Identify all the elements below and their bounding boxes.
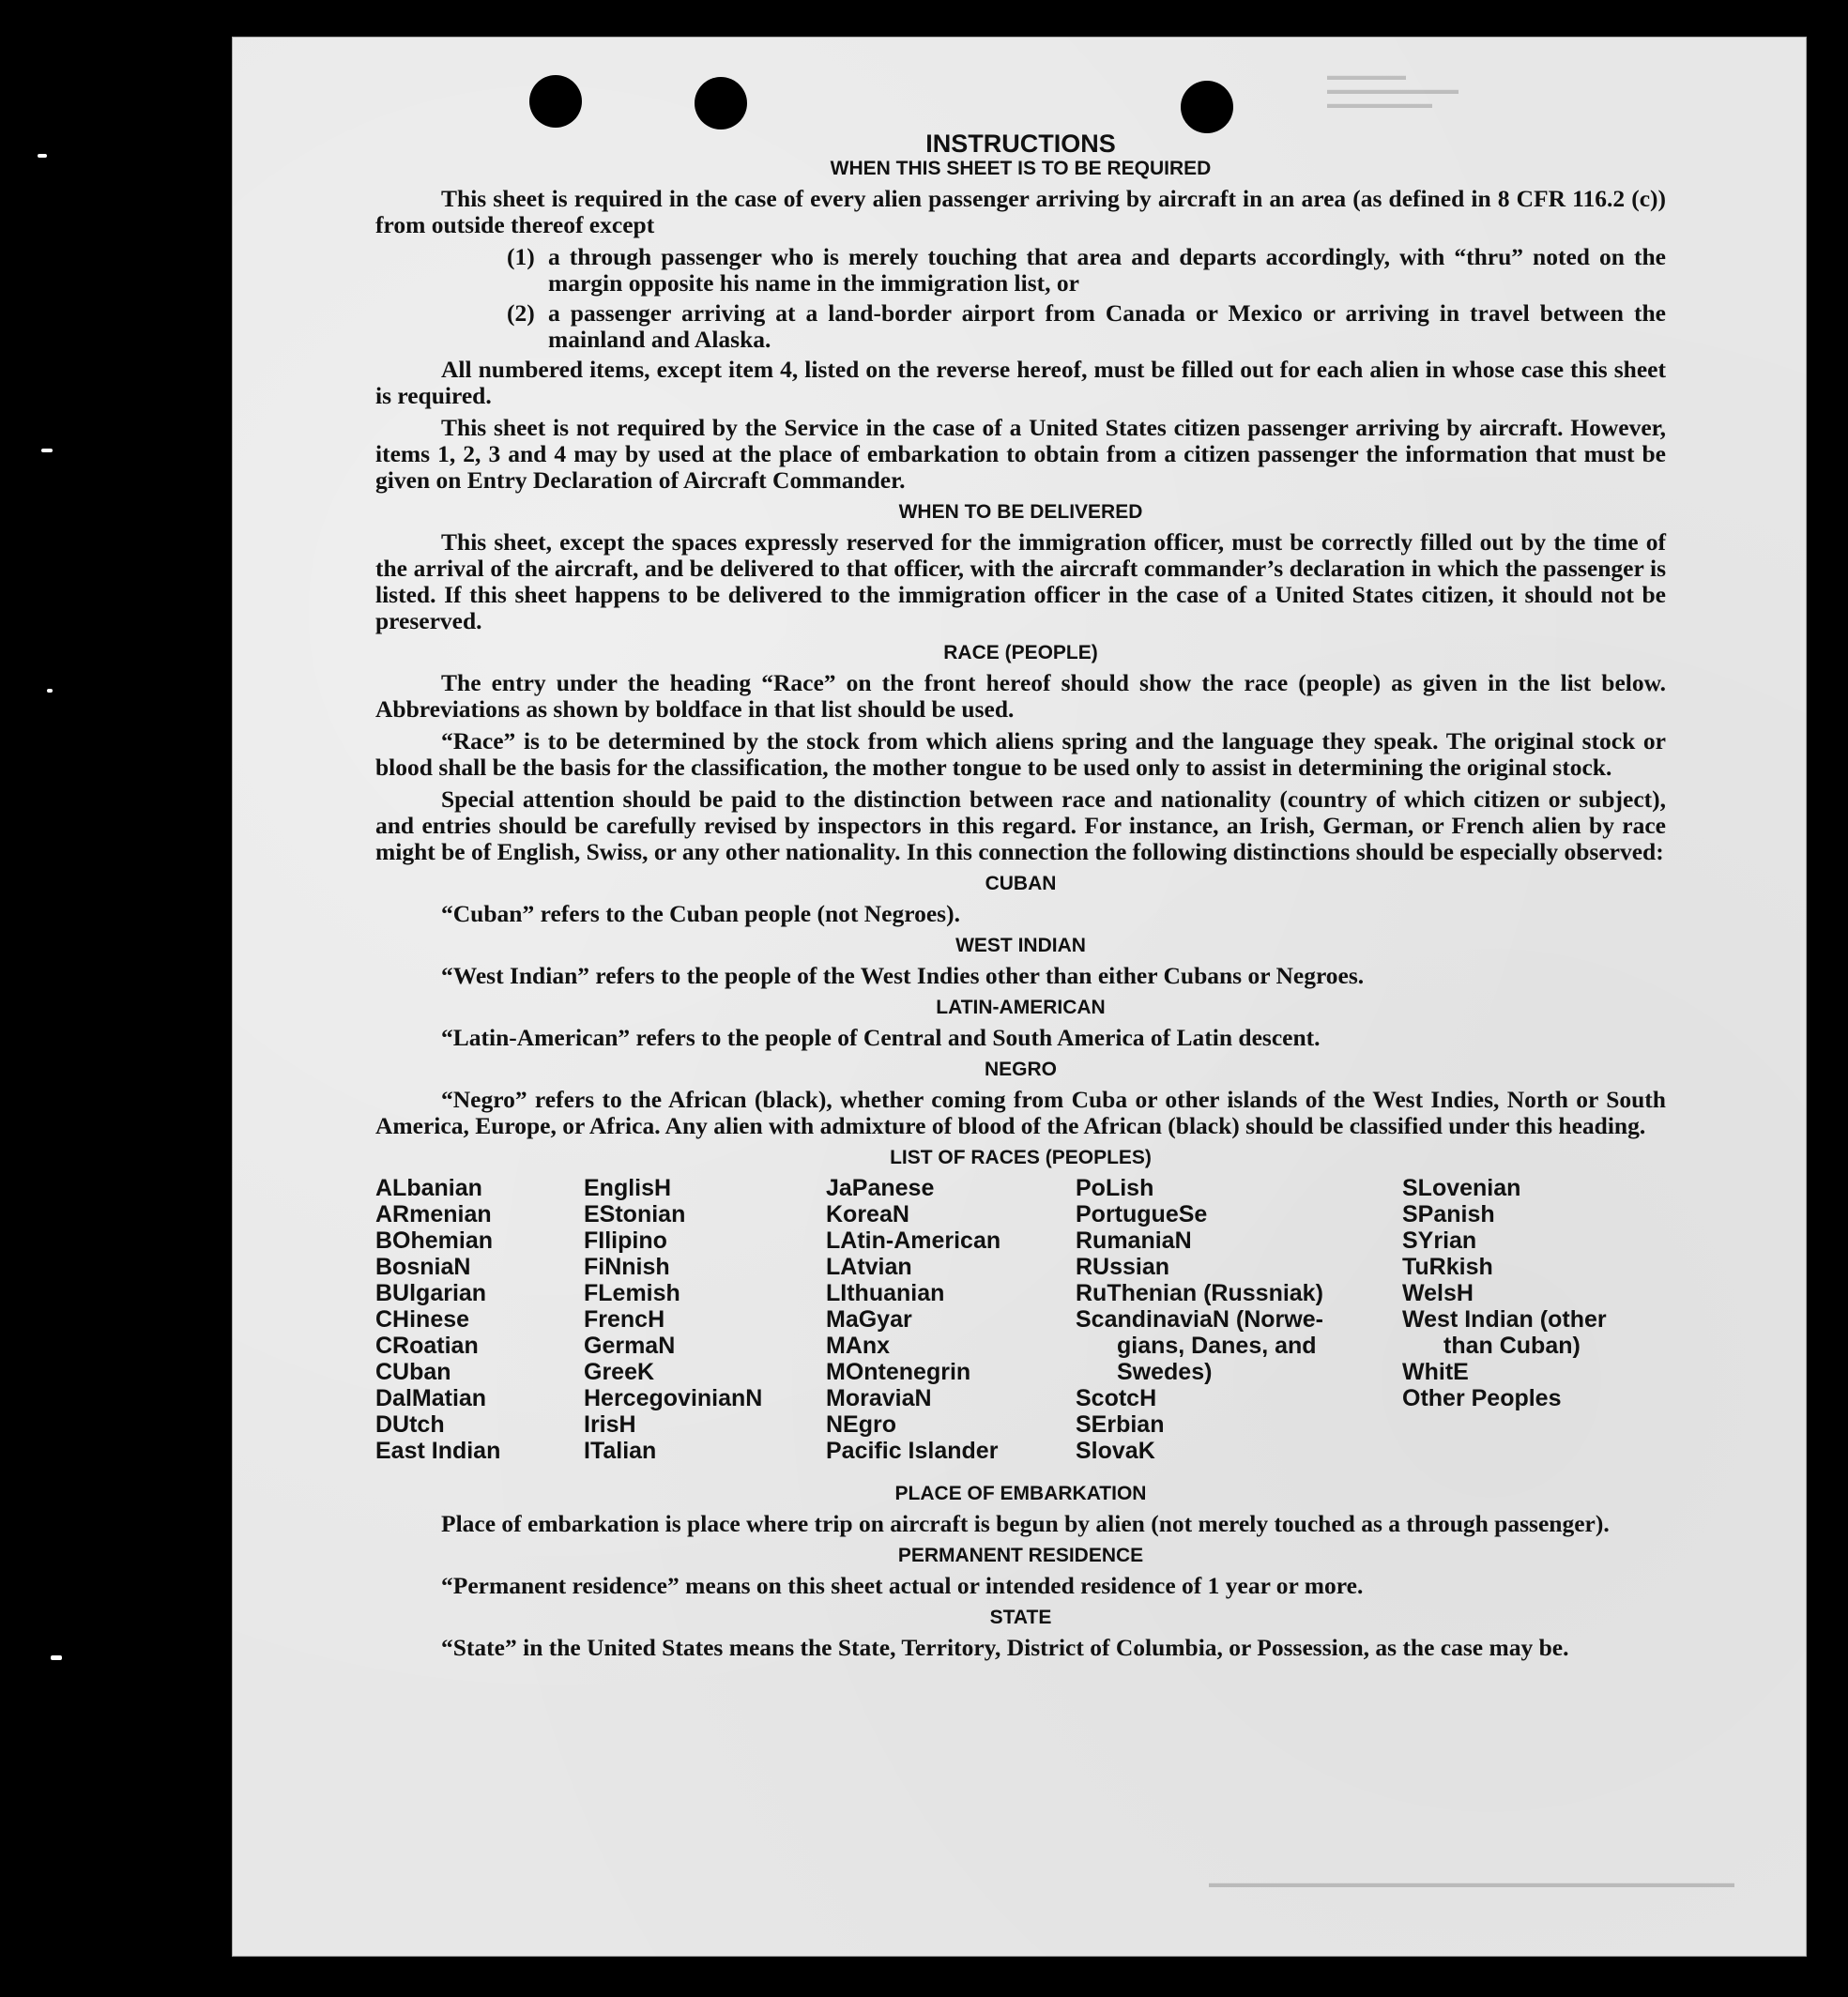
race-entry: SErbian xyxy=(1076,1411,1165,1438)
section-heading-state: STATE xyxy=(989,1607,1052,1628)
race-entry: RuThenian (Russniak) xyxy=(1076,1280,1323,1306)
race-entry: PoLish xyxy=(1076,1175,1154,1201)
race-column-2 xyxy=(584,1175,762,1464)
race-entry: Other Peoples xyxy=(1402,1385,1562,1411)
instructions-body xyxy=(375,130,1666,1667)
race-entry: FIlipino xyxy=(584,1227,667,1254)
race-entry: RumaniaN xyxy=(1076,1227,1192,1254)
race-column-1 xyxy=(375,1175,500,1464)
race-entry: CRoatian xyxy=(375,1333,479,1359)
exception-item xyxy=(375,300,1666,353)
race-column-3 xyxy=(826,1175,1000,1464)
list-of-races-heading: LIST OF RACES (PEOPLES) xyxy=(890,1147,1152,1168)
race-entry: EnglisH xyxy=(584,1175,672,1201)
margin-speck xyxy=(38,154,47,158)
bleed-through-footer: ▬▬▬▬▬▬▬▬▬▬▬▬▬▬▬▬▬▬▬▬▬▬▬▬▬▬▬▬▬▬▬▬▬▬▬▬▬▬▬▬ xyxy=(1209,1877,1734,1891)
race-entry: SPanish xyxy=(1402,1201,1495,1227)
race-entry: East Indian xyxy=(375,1438,501,1464)
residence-definition: “Permanent residence” means on this sheet actual or intended residence of 1 year or more. xyxy=(441,1572,1364,1599)
race-entry: ITalian xyxy=(584,1438,657,1464)
negro-definition: “Negro” refers to the African (black), whether coming from Cuba or other islands of the West Indies, North or South America, Europe, or Africa. Any alien with admixture of blood of the African (black) should be classified under this heading. xyxy=(375,1086,1666,1139)
exception-text: a passenger arriving at a land-border airport from Canada or Mexico or arriving in travel between the mainland and Alaska. xyxy=(548,299,1666,353)
race-entry: ALbanian xyxy=(375,1175,482,1201)
race-entry: WelsH xyxy=(1402,1280,1474,1306)
not-required-paragraph: This sheet is not required by the Service in the case of a United States citizen passenger arriving by aircraft. However, items 1, 2, 3 and 4 may by used at the place of embarkation to obtain from a citizen passenger the information that must be given on Entry Declaration of Aircraft Commander. xyxy=(375,414,1666,494)
race-paragraph-2: “Race” is to be determined by the stock from which aliens spring and the language they speak. The original stock or blood shall be the basis for the classification, the mother tongue to be used only to assist in determining the original stock. xyxy=(375,727,1666,781)
punch-hole xyxy=(1181,81,1233,133)
race-entry: ARmenian xyxy=(375,1201,492,1227)
numbered-items-paragraph: All numbered items, except item 4, listed on the reverse hereof, must be filled out for each alien in whose case this sheet is required. xyxy=(375,356,1666,409)
race-list xyxy=(375,1175,1666,1475)
race-entry: SYrian xyxy=(1402,1227,1477,1254)
race-entry: CHinese xyxy=(375,1306,470,1333)
race-entry: DalMatian xyxy=(375,1385,487,1411)
embarkation-definition: Place of embarkation is place where trip on aircraft is begun by alien (not merely touched as a through passenger). xyxy=(441,1510,1610,1537)
race-entry: ScotcH xyxy=(1076,1385,1157,1411)
race-entry: SlovaK xyxy=(1076,1438,1155,1464)
race-entry: JaPanese xyxy=(826,1175,935,1201)
race-entry-continuation: than Cuban) xyxy=(1443,1333,1581,1359)
section-heading-race: RACE (PEOPLE) xyxy=(943,642,1098,663)
west-indian-definition: “West Indian” refers to the people of the West Indies other than either Cubans or Negroes. xyxy=(441,962,1365,989)
punch-hole xyxy=(695,77,747,130)
punch-hole xyxy=(529,75,582,128)
race-entry: CUban xyxy=(375,1359,451,1385)
race-entry: LAtvian xyxy=(826,1254,912,1280)
race-entry: WhitE xyxy=(1402,1359,1469,1385)
race-entry: MaGyar xyxy=(826,1306,912,1333)
race-column-5 xyxy=(1402,1175,1607,1411)
race-entry: ScandinaviaN (Norwe- xyxy=(1076,1306,1323,1333)
subheading-latin-american: LATIN-AMERICAN xyxy=(936,997,1106,1018)
subheading-west-indian: WEST INDIAN xyxy=(955,935,1086,956)
race-entry: LAtin-American xyxy=(826,1227,1001,1254)
margin-speck xyxy=(47,689,53,693)
race-paragraph-1: The entry under the heading “Race” on the front hereof should show the race (people) as given in the list below. Abbreviations as shown by boldface in that list should be used. xyxy=(375,669,1666,723)
race-entry: RUssian xyxy=(1076,1254,1170,1280)
race-paragraph-3: Special attention should be paid to the distinction between race and nationality (country of which citizen or subject), and entries should be carefully revised by inspectors in this regard. For instance, an Irish, German, or French alien by race might be of English, Swiss, or any other nationality. In this connection the following distinctions should be especially observed: xyxy=(375,785,1666,865)
race-entry: NEgro xyxy=(826,1411,896,1438)
race-entry: DUtch xyxy=(375,1411,445,1438)
race-column-4 xyxy=(1076,1175,1323,1464)
required-paragraph: This sheet is required in the case of every alien passenger arriving by aircraft in an area (as defined in 8 CFR 116.2 (c)) from outside thereof except xyxy=(375,185,1666,238)
race-entry: EStonian xyxy=(584,1201,686,1227)
exception-item xyxy=(375,244,1666,297)
race-entry: MAnx xyxy=(826,1333,891,1359)
race-entry: BosniaN xyxy=(375,1254,471,1280)
race-entry: SLovenian xyxy=(1402,1175,1521,1201)
race-entry: KoreaN xyxy=(826,1201,909,1227)
state-definition: “State” in the United States means the State, Territory, District of Columbia, or Possession, as the case may be. xyxy=(441,1634,1569,1661)
page-title: INSTRUCTIONS xyxy=(925,130,1116,158)
subheading-cuban: CUBAN xyxy=(985,873,1057,894)
bleed-through-header: ▬▬▬▬▬▬ ▬▬▬▬▬▬▬▬▬▬ ▬▬▬▬▬▬▬▬ xyxy=(1327,69,1459,112)
race-entry: FiNnish xyxy=(584,1254,670,1280)
race-entry: FrencH xyxy=(584,1306,665,1333)
race-entry: West Indian (other xyxy=(1402,1306,1607,1333)
race-entry: GreeK xyxy=(584,1359,655,1385)
margin-speck xyxy=(41,449,53,452)
latin-american-definition: “Latin-American” refers to the people of Central and South America of Latin descent. xyxy=(441,1024,1321,1051)
section-heading-when-required: WHEN THIS SHEET IS TO BE REQUIRED xyxy=(830,158,1212,179)
race-entry: BUlgarian xyxy=(375,1280,487,1306)
race-entry: PortugueSe xyxy=(1076,1201,1208,1227)
cuban-definition: “Cuban” refers to the Cuban people (not Negroes). xyxy=(441,900,960,927)
race-entry: IrisH xyxy=(584,1411,636,1438)
race-entry: Pacific Islander xyxy=(826,1438,999,1464)
exception-number: (1) xyxy=(507,243,535,270)
race-entry: MoraviaN xyxy=(826,1385,932,1411)
race-entry: TuRkish xyxy=(1402,1254,1493,1280)
race-entry-continuation: Swedes) xyxy=(1117,1359,1213,1385)
section-heading-embarkation: PLACE OF EMBARKATION xyxy=(894,1483,1147,1504)
race-entry: GermaN xyxy=(584,1333,676,1359)
exception-text: a through passenger who is merely touching that area and departs accordingly, with “thru” noted on the margin opposite his name in the immigration list, or xyxy=(548,243,1666,297)
race-entry-continuation: gians, Danes, and xyxy=(1117,1333,1317,1359)
subheading-negro: NEGRO xyxy=(984,1059,1057,1080)
race-entry: BOhemian xyxy=(375,1227,494,1254)
race-entry: MOntenegrin xyxy=(826,1359,971,1385)
race-entry: HercegovinianN xyxy=(584,1385,763,1411)
race-entry: LIthuanian xyxy=(826,1280,945,1306)
exception-number: (2) xyxy=(507,299,535,327)
section-heading-residence: PERMANENT RESIDENCE xyxy=(897,1545,1144,1566)
race-entry: FLemish xyxy=(584,1280,680,1306)
section-heading-when-delivered: WHEN TO BE DELIVERED xyxy=(898,501,1143,523)
delivered-paragraph: This sheet, except the spaces expressly reserved for the immigration officer, must be correctly filled out by the time of the arrival of the aircraft, and be delivered to that officer, with the aircraft commander’s declaration in which the passenger is listed. If this sheet happens to be delivered to the immigration officer in the case of a United States citizen, it should not be preserved. xyxy=(375,528,1666,634)
margin-speck xyxy=(51,1655,62,1660)
